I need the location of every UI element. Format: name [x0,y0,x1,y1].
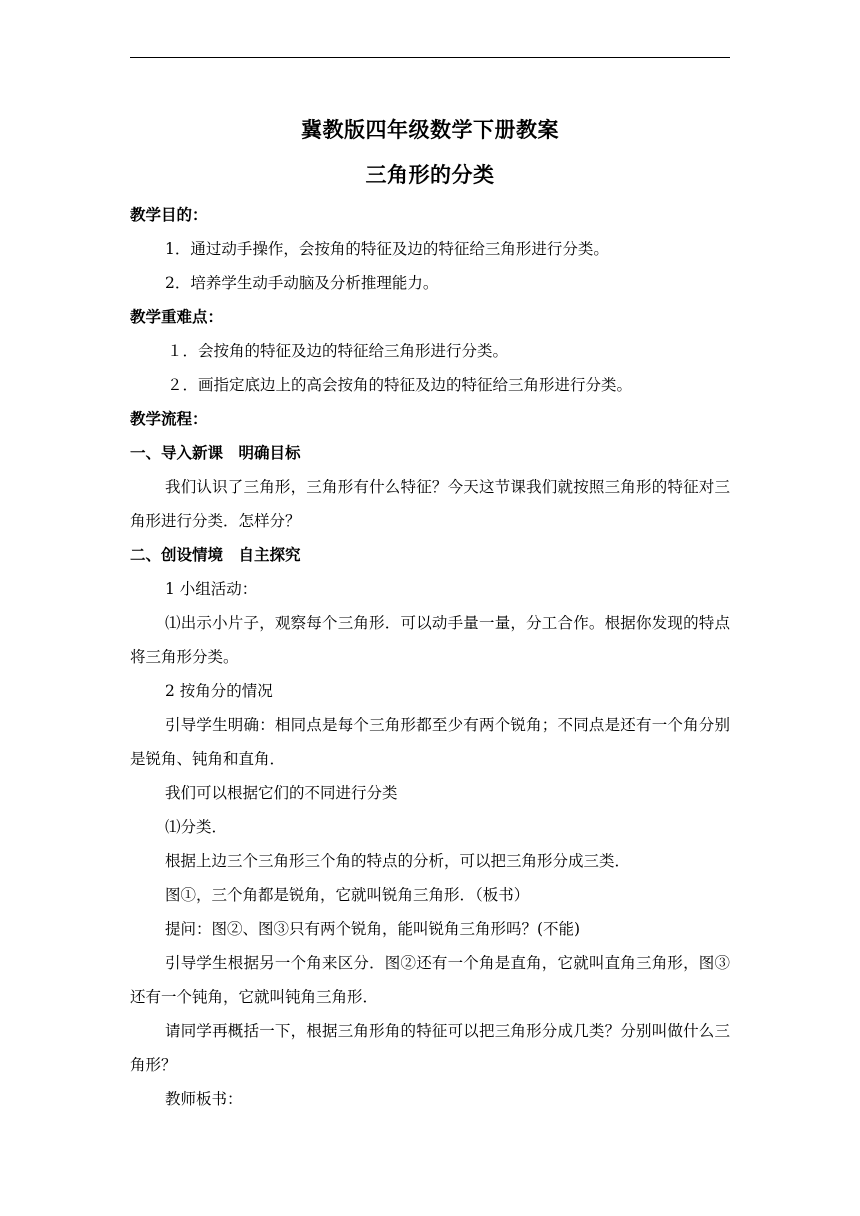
document-body [130,198,730,1116]
paragraph: 我们可以根据它们的不同进行分类 [165,784,398,802]
paragraph: 根据上边三个三角形三个角的特点的分析，可以把三角形分成三类． [165,852,631,870]
paragraph: 1 小组活动： [165,580,258,598]
header-rule [130,57,730,58]
paragraph: 引导学生明确：相同点是每个三角形都至少有两个锐角；不同点是还有一个角分别是锐角、钝角和直角． [130,716,730,768]
paragraph: 提问：图②、图③只有两个锐角，能叫锐角三角形吗？(不能) [165,920,581,938]
paragraph: 2．培养学生动手动脑及分析推理能力。 [165,274,439,292]
paragraph: 引导学生根据另一个角来区分．图②还有一个角是直角，它就叫直角三角形，图③还有一个钝角，它就叫钝角三角形． [130,954,730,1006]
paragraph: 教师板书： [165,1090,243,1108]
section-heading: 一、导入新课 明确目标 [130,444,301,462]
paragraph: 我们认识了三角形，三角形有什么特征？今天这节课我们就按照三角形的特征对三角形进行分类．怎样分？ [130,478,730,530]
paragraph: 图①，三个角都是锐角，它就叫锐角三角形．（板书） [165,886,530,904]
paragraph: 请同学再概括一下，根据三角形角的特征可以把三角形分成几类？分别叫做什么三角形？ [130,1022,730,1074]
paragraph: 1．通过动手操作，会按角的特征及边的特征给三角形进行分类。 [165,240,609,258]
paragraph: 2 按角分的情况 [165,682,273,700]
section-heading: 教学重难点： [130,308,224,326]
section-heading: 二、创设情境 自主探究 [130,546,301,564]
paragraph: ２．画指定底边上的高会按角的特征及边的特征给三角形进行分类。 [167,376,633,394]
document-subtitle: 三角形的分类 [365,162,495,187]
document-title: 冀教版四年级数学下册教案 [301,117,559,142]
paragraph: １．会按角的特征及边的特征给三角形进行分类。 [167,342,509,360]
section-heading: 教学目的： [130,206,208,224]
section-heading: 教学流程： [130,410,208,428]
paragraph: ⑴分类． [165,818,228,836]
paragraph: ⑴出示小片子，观察每个三角形．可以动手量一量，分工合作。根据你发现的特点将三角形分类。 [130,614,730,666]
